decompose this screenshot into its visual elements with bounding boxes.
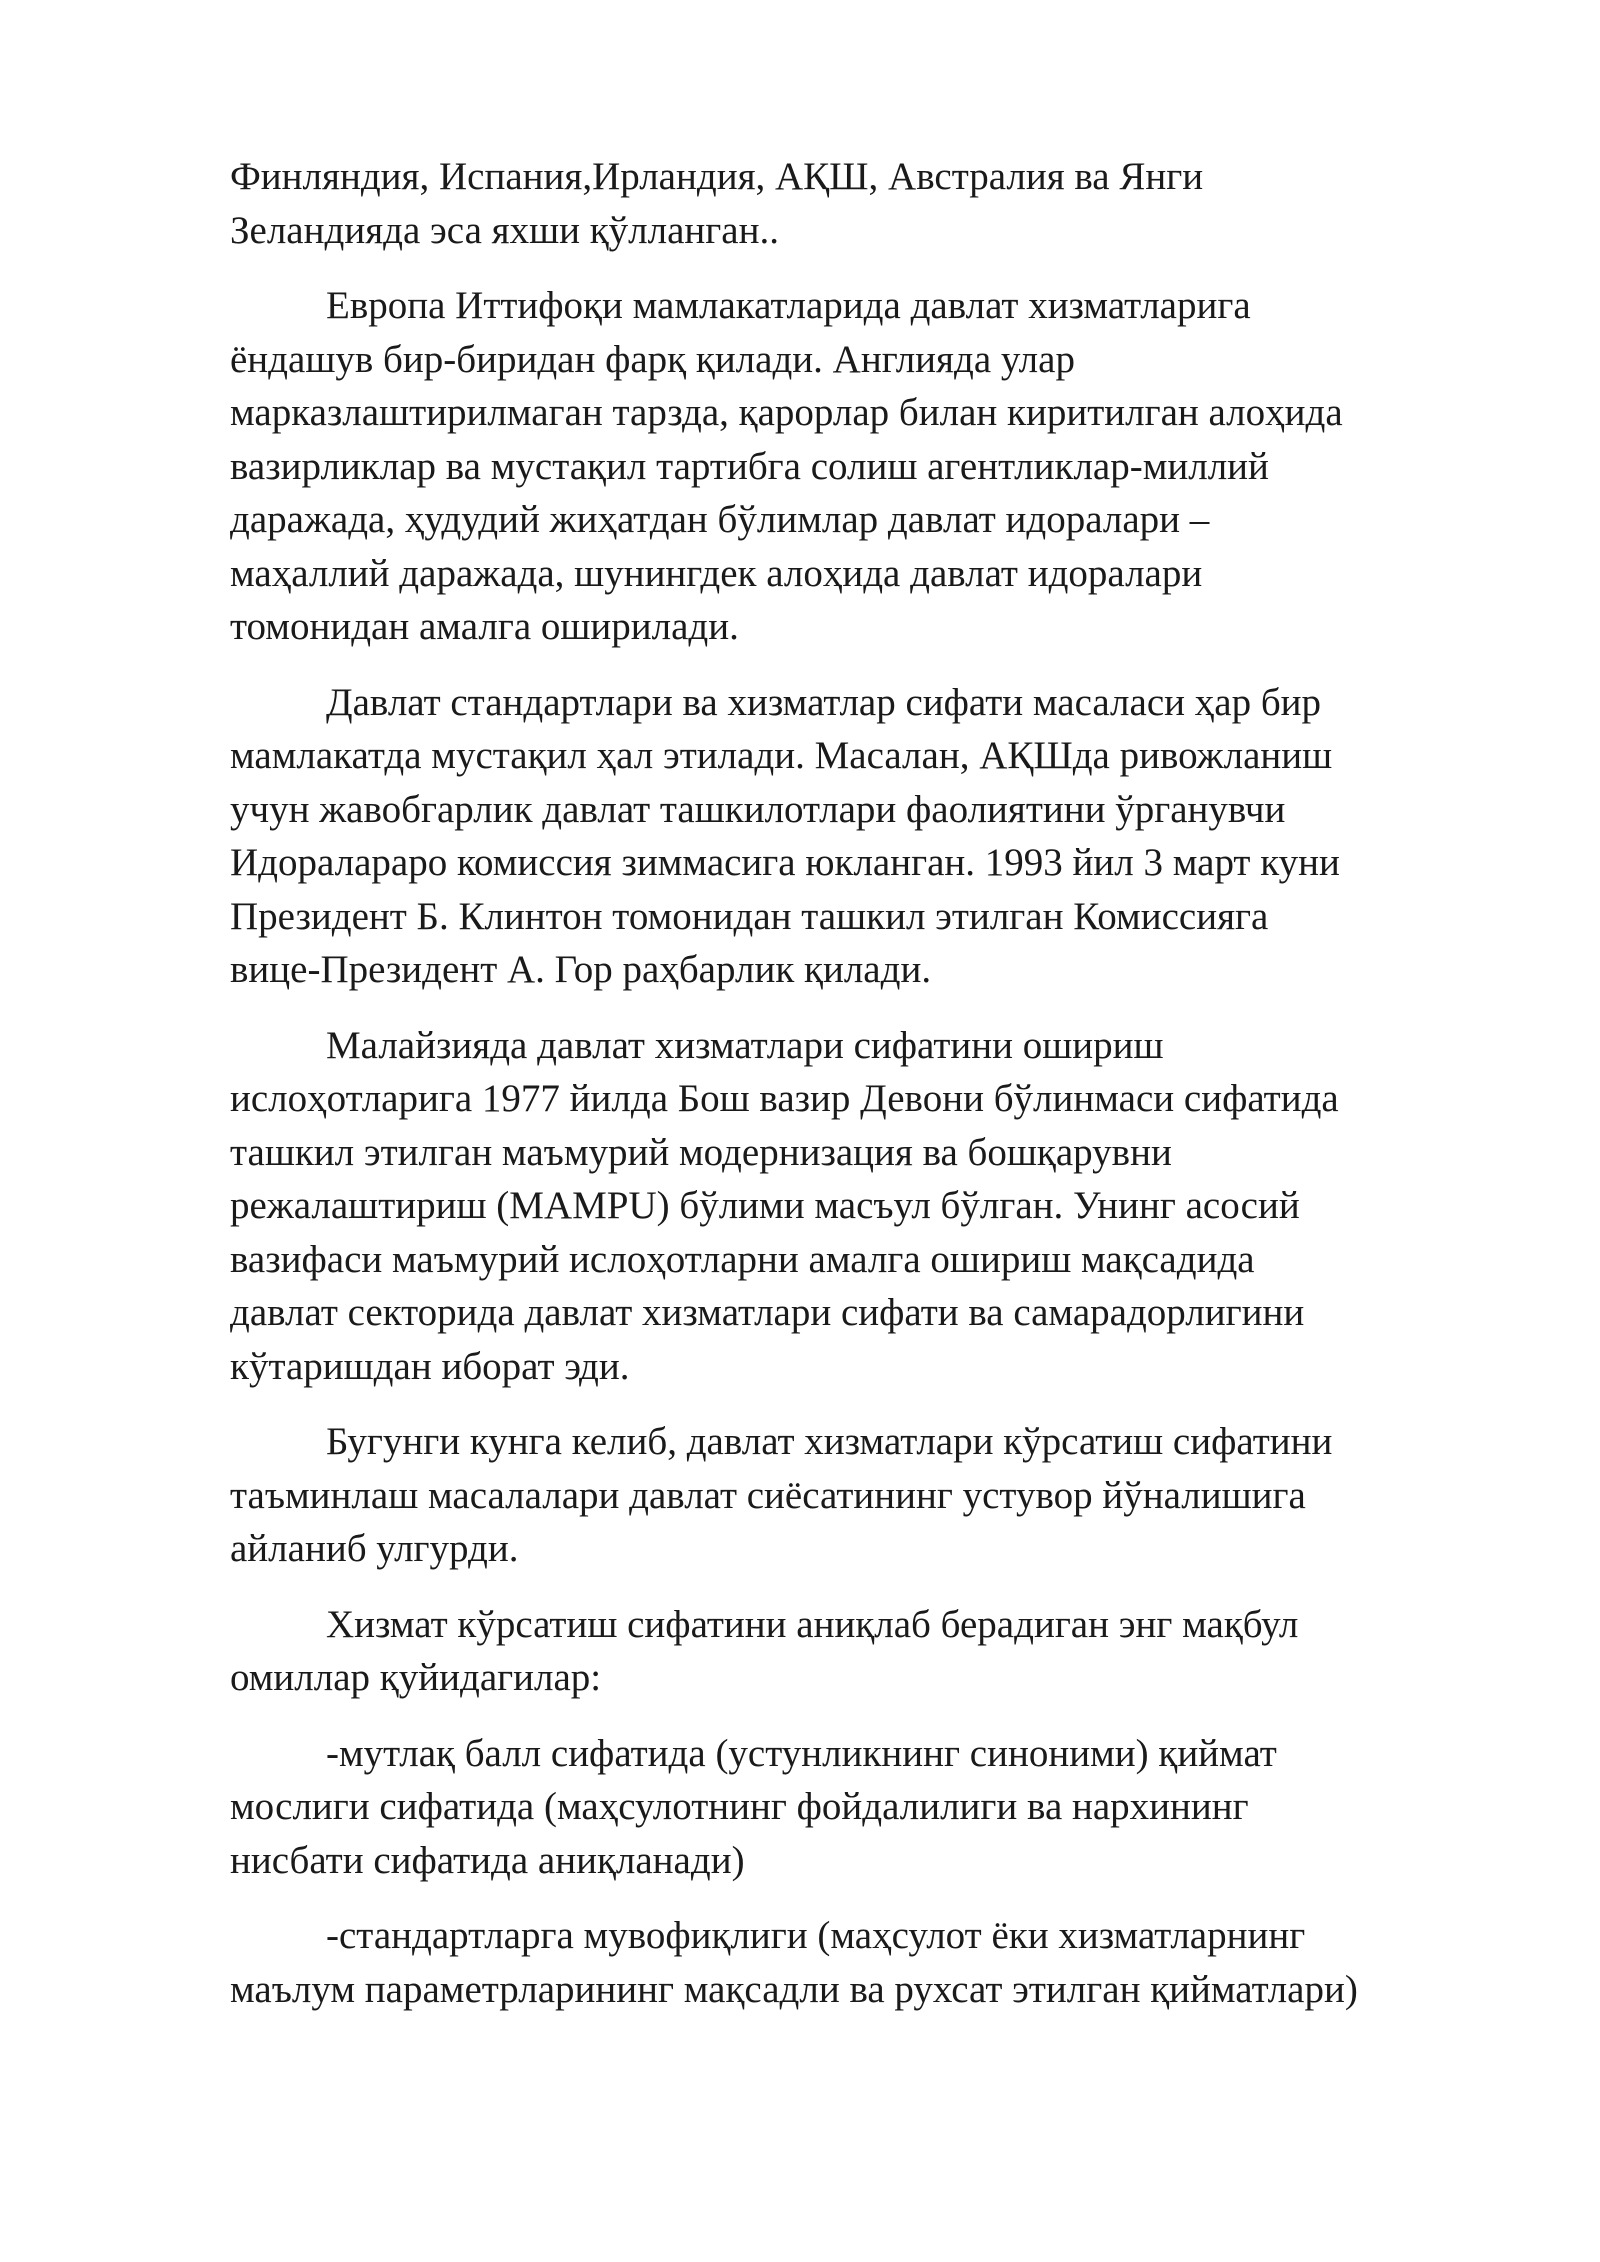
text-line: Бугунги кунга келиб, давлат хизматлари кўрсатиш сифатини (326, 1420, 1333, 1463)
text-line: Идоралараро комиссия зиммасига юкланган. 1993 йил 3 март куни (230, 841, 1340, 884)
text-line: ёндашув бир-биридан фарқ қилади. Англияда улар (230, 337, 1075, 381)
text-line: Президент Б. Клинтон томонидан ташкил этилган Комиссияга (230, 894, 1269, 938)
text-line: мослиги сифатида (маҳсулотнинг фойдалилиги ва нархининг (230, 1785, 1249, 1828)
text-line: Хизмат кўрсатиш сифатини аниқлаб берадиган энг мақбул (326, 1602, 1299, 1646)
paragraph-7 (230, 1727, 1500, 1888)
paragraph-1 (230, 150, 1500, 257)
text-line: давлат секторида давлат хизматлари сифати ва самарадорлигини (230, 1291, 1305, 1334)
text-line: марказлаштирилмаган тарзда, қарорлар билан киритилган алоҳида (230, 391, 1343, 434)
text-line: Финляндия, Испания,Ирландия, АҚШ, Австралия ва Янги (230, 155, 1204, 198)
paragraph-6 (230, 1598, 1500, 1705)
paragraph-4 (230, 1019, 1500, 1394)
text-line: вазирликлар ва мустақил тартибга солиш агентликлар-миллий (230, 444, 1269, 488)
text-line: режалаштириш (MAMPU) бўлими масъул бўлган. Унинг асосий (230, 1184, 1300, 1227)
text-line: ислоҳотларига 1977 йилда Бош вазир Девони бўлинмаси сифатида (230, 1077, 1339, 1120)
text-line: таъминлаш масалалари давлат сиёсатининг устувор йўналишига (230, 1473, 1306, 1517)
text-line: учун жавобгарлик давлат ташкилотлари фаолиятини ўрганувчи (230, 787, 1286, 831)
text-line: ташкил этилган маъмурий модернизация ва бошқарувни (230, 1130, 1172, 1174)
text-line: томонидан амалга оширилади. (230, 605, 739, 648)
paragraph-5 (230, 1415, 1500, 1576)
document-body (230, 150, 1500, 2038)
paragraph-8 (230, 1909, 1500, 2016)
text-line: нисбати сифатида аниқланади) (230, 1838, 745, 1882)
text-line: кўтаришдан иборат эди. (230, 1344, 630, 1388)
text-line: даражада, ҳудудий жиҳатдан бўлимлар давлат идоралари – (230, 498, 1210, 541)
text-line: вазифаси маъмурий ислоҳотларни амалга ошириш мақсадида (230, 1237, 1255, 1281)
text-line: Европа Иттифоқи мамлакатларида давлат хизматларига (326, 284, 1251, 327)
text-line: вице-Президент А. Гор раҳбарлик қилади. (230, 948, 932, 991)
paragraph-3 (230, 676, 1500, 997)
text-line: мамлакатда мустақил ҳал этилади. Масалан, АҚШда ривожланиш (230, 734, 1333, 777)
text-line: маҳаллий даражада, шунингдек алоҳида давлат идоралари (230, 551, 1203, 595)
text-line: омиллар қуйидагилар: (230, 1656, 602, 1699)
text-line: -стандартларга мувофиқлиги (маҳсулот ёки хизматларнинг (326, 1914, 1306, 1957)
text-line: айланиб улгурди. (230, 1527, 519, 1570)
text-line: Зеландияда эса яхши қўлланган.. (230, 208, 779, 252)
text-line: -мутлақ балл сифатида (устунликнинг синоними) қиймат (326, 1731, 1277, 1775)
text-line: Давлат стандартлари ва хизматлар сифати масаласи ҳар бир (326, 680, 1322, 724)
text-line: Малайзияда давлат хизматлари сифатини ошириш (326, 1023, 1164, 1067)
paragraph-2 (230, 279, 1500, 654)
text-line: маълум параметрларининг мақсадли ва рухсат этилган қийматлари) (230, 1967, 1358, 2011)
